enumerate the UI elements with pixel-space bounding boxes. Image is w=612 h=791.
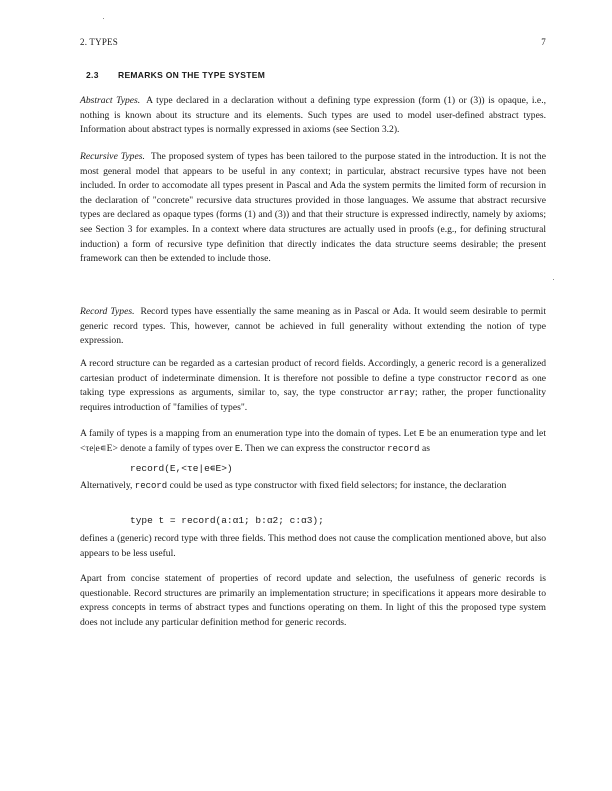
paragraph-lead: Abstract Types. [80,95,141,106]
section-title: REMARKS ON THE TYPE SYSTEM [118,70,266,80]
paragraph-text: Apart from concise statement of properties of record update and selection, the usefulness of generic records is questionable. Record structures are primarily an implementation structure; in specifications it appears more desirable to express concepts in terms of abstract types and functions operating on them. In light of this the proposed type system does not include any particular definition method for generic records. [80,573,546,628]
paragraph-lead: Record Types. [80,306,135,317]
paragraph-text: as [421,442,430,454]
paragraph-lead: Recursive Types. [80,151,145,162]
paragraph-text: ; rather, the proper functionality requires introduction of "families of types". [80,387,546,413]
code-line-type-declaration: type t = record(a:α1; b:α2; c:α3); [130,515,324,526]
paragraph-text: be an enumeration type and let [427,428,546,439]
paragraph-text: A type declared in a declaration without a defining type expression (form (1) or (3)) is opaque, i.e., nothing is known about its structure and its elements. Such types are used to model user-defined abstract types. Information about abstract types is normally expressed in axioms (see Section 3.2). [80,95,546,136]
paragraph-defines [80,532,546,561]
scan-speck [103,18,104,19]
inline-code-record: record [134,481,168,491]
inline-code-e: E [234,443,241,454]
paragraph-text: The proposed system of types has been tailored to the purpose stated in the introduction. It is not the most general model that appears to be useful in any context; in particular, abstract recursive types have not been included. In order to accomodate all types present in Pascal and Ada the system permits the limited form of recursion in the declaration of "concrete" recursive data structures provided in those languages. We assume that abstract recursive types are declared as opaque types (forms (1) and (3)) and that their structure is expressed indirectly, namely by axioms; see Section 3 for examples. In a context where data structures are actually used in proofs (e.g., for defining structural induction) a form of recursive type definition that directly indicates the data structure seems desirable; the present framework can then be extended to include those. [80,151,546,265]
paragraph-text: A family of types is a mapping from an enumeration type into the domain of types. Let [80,428,417,439]
section-number: 2.3 [86,70,99,80]
paragraph-apart [80,572,546,630]
scan-speck [553,279,554,280]
paragraph-text: Alternatively, [80,480,133,491]
inline-code-record: record [484,373,518,384]
inline-code-array: array [387,388,415,399]
paragraph-text: denote a family of types over [120,442,233,454]
paragraph-text: defines a (generic) record type with three fields. This method does not cause the complication mentioned above, but also appears to be less useful. [80,533,546,559]
paragraph-record-types [80,305,546,349]
paragraph-text: as one taking type expressions as arguments, similar to, say, the type constructor [80,372,547,399]
paragraph-text: could be used as type constructor with fixed field selectors; for instance, the declaration [169,480,507,491]
section-heading [86,70,265,80]
paragraph-text: A record structure can be regarded as a cartesian product of record fields. Accordingly, a generic record is a generalized cartesian product of indeterminate dimension. It is therefore not possible to define a type constructor [80,358,546,384]
paragraph-recursive-types [80,150,546,267]
paragraph-abstract-types [80,94,546,138]
inline-code-record: record [387,443,420,454]
paragraph-alternatively [80,479,546,494]
paragraph-text: Record types have essentially the same meaning as in Pascal or Ada. It would seem desirable to permit generic record types. This, however, cannot be achieved in full generality without extending the notion of type expression. [80,306,546,347]
paragraph-text: . Then we can express the constructor [240,442,385,454]
code-line-record-constructor: record(E,<τe|e∊E>) [130,463,233,474]
paragraph-family-of-types [80,427,546,456]
page-number: 7 [541,37,546,47]
running-header: 2. TYPES [80,37,118,47]
paragraph-cartesian-product [80,357,546,415]
family-expression: <τe|e∊E> [80,442,118,454]
inline-code-e: E [419,429,425,439]
